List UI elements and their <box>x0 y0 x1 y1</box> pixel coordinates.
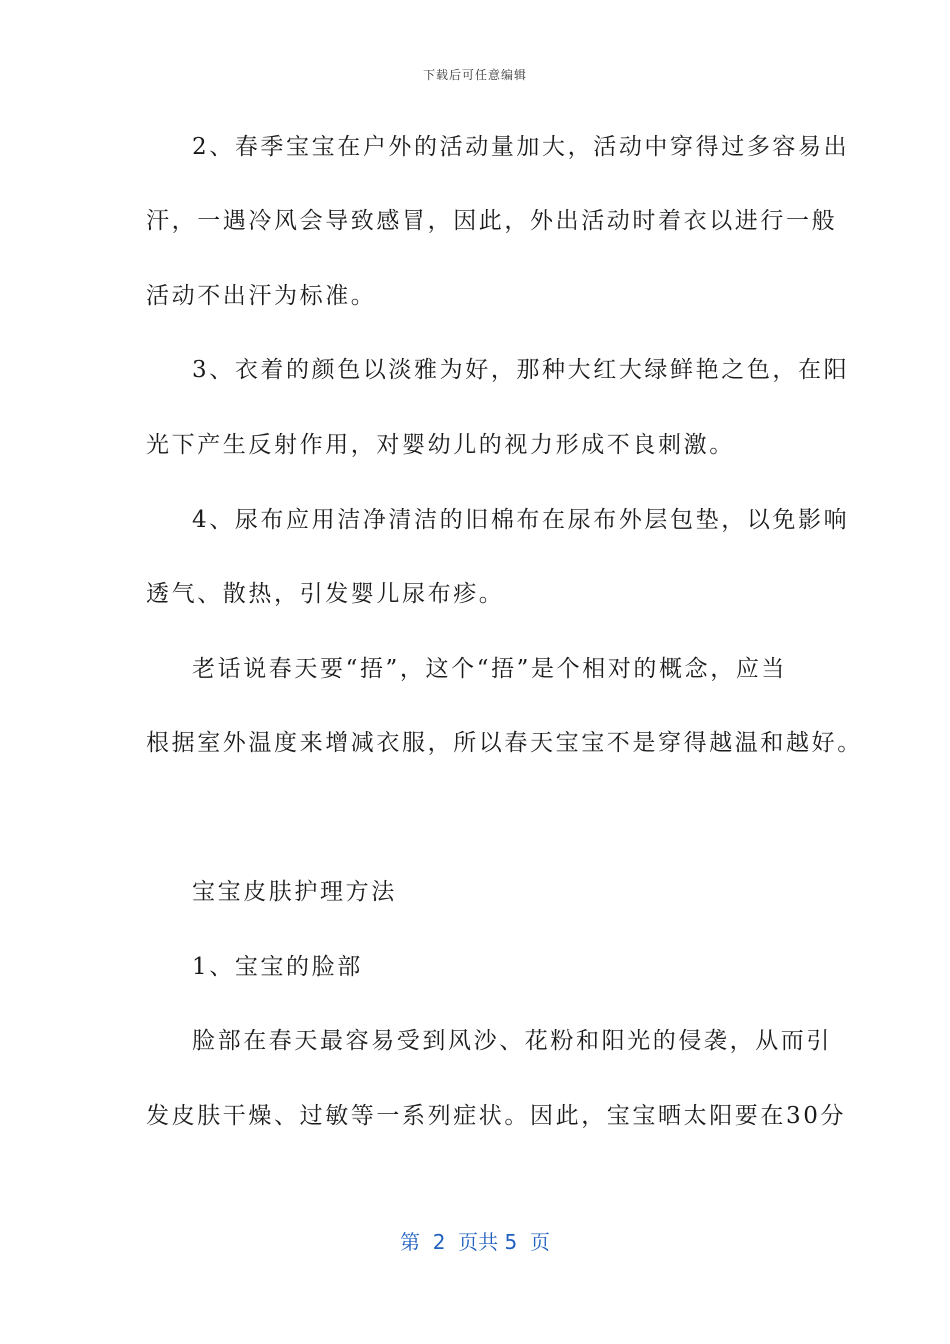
subsection-heading: 1、宝宝的脸部 <box>192 954 363 980</box>
paragraph-line: 4、尿布应用洁净清洁的旧棉布在尿布外层包垫，以免影响 <box>192 507 850 533</box>
paragraph-line: 发皮肤干燥、过敏等一系列症状。因此，宝宝晒太阳要在30分 <box>146 1103 847 1129</box>
paragraph-line: 活动不出汗为标准。 <box>146 283 377 309</box>
paragraph-line: 3、衣着的颜色以淡雅为好，那种大红大绿鲜艳之色，在阳 <box>192 357 850 383</box>
header-note: 下载后可任意编辑 <box>422 68 527 82</box>
section-heading: 宝宝皮肤护理方法 <box>192 879 397 905</box>
page-number: 第 2 页共 5 页 <box>400 1230 550 1254</box>
paragraph-line: 2、春季宝宝在户外的活动量加大，活动中穿得过多容易出 <box>192 134 850 160</box>
paragraph-line: 光下产生反射作用，对婴幼儿的视力形成不良刺激。 <box>146 432 735 458</box>
paragraph-line: 根据室外温度来增减衣服，所以春天宝宝不是穿得越温和越好。 <box>146 730 863 756</box>
paragraph-line: 汗，一遇冷风会导致感冒，因此，外出活动时着衣以进行一般 <box>146 208 838 234</box>
paragraph-line: 脸部在春天最容易受到风沙、花粉和阳光的侵袭，从而引 <box>192 1028 832 1054</box>
paragraph-line: 透气、散热，引发婴儿尿布疹。 <box>146 581 505 607</box>
paragraph-line: 老话说春天要“捂”，这个“捂”是个相对的概念，应当 <box>192 656 788 682</box>
